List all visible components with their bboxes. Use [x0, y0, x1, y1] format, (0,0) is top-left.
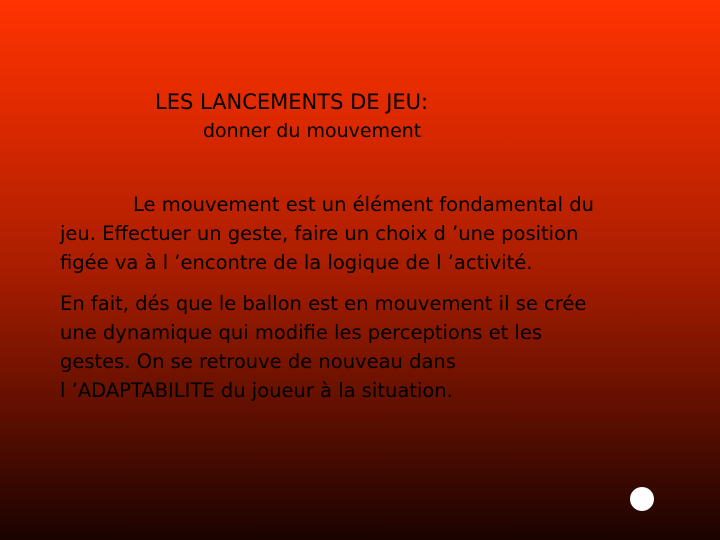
- paragraph-line: En fait, dés que le ballon est en mouvement il se crée: [60, 292, 587, 315]
- paragraph-line: gestes. On se retrouve de nouveau dans: [60, 350, 456, 373]
- paragraph-line: une dynamique qui modifie les perceptions et les: [60, 321, 542, 344]
- slide-nav-dot-icon[interactable]: [630, 487, 654, 511]
- paragraph-line: l ’ADAPTABILITE du joueur à la situation.: [60, 379, 453, 402]
- paragraph-line: jeu. Effectuer un geste, faire un choix d ’une position: [60, 222, 579, 245]
- slide-subtitle: donner du mouvement: [203, 120, 422, 142]
- paragraph-line: figée va à l ’encontre de la logique de l ’activité.: [60, 251, 533, 274]
- slide-title: LES LANCEMENTS DE JEU:: [155, 90, 429, 114]
- paragraph-adaptability: [60, 289, 680, 405]
- paragraph-movement: [60, 190, 680, 277]
- paragraph-line: Le mouvement est un élément fondamental du: [133, 193, 595, 216]
